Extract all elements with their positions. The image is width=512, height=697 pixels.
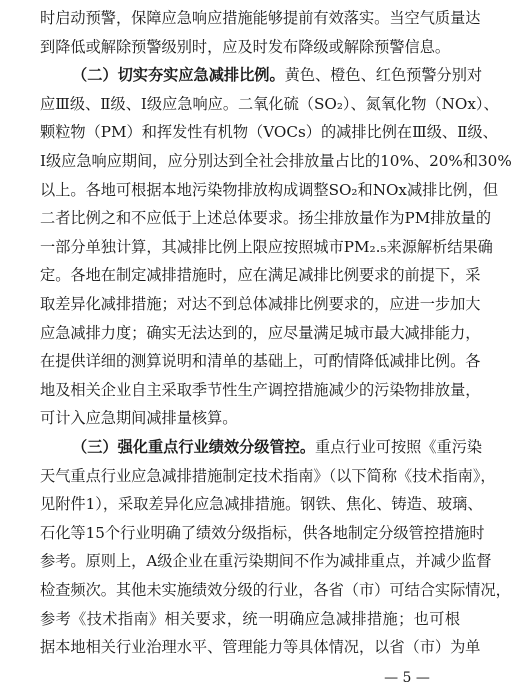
text-line: 颗粒物（PM）和挥发性有机物（VOCs）的减排比例在Ⅲ级、Ⅱ级、 (40, 123, 498, 142)
text-line: 应急减排力度；确实无法达到的，应尽量满足城市最大减排能力， (40, 323, 481, 342)
text-line: 检查频次。其他未实施绩效分级的行业，各省（市）可结合实际情况， (40, 581, 511, 599)
page-number-text: — 5 — (384, 670, 430, 686)
text-line: 见附件1），采取差异化应急减排措施。钢铁、焦化、铸造、玻璃、 (40, 495, 483, 514)
text-line: 到降低或解除预警级别时，应及时发布降级或解除预警信息。 (40, 37, 451, 56)
text-line: 在提供详细的测算说明和清单的基础上，可酌情降低减排比例。各 (40, 352, 481, 371)
text-line: 天气重点行业应急减排措施制定技术指南》（以下简称《技术指南》， (40, 466, 496, 485)
text-line: 取差异化减排措施；对达不到总体减排比例要求的，应进一步加大 (40, 295, 481, 313)
page-number (352, 668, 462, 688)
text-segment: 重点行业可按照《重污染 (315, 438, 483, 456)
text-line: 可计入应急期间减排量核算。 (40, 409, 238, 428)
text-line: 石化等15个行业明确了绩效分级指标，供各地制定分级管控措施时 (40, 523, 485, 542)
text-line: 参考。原则上，A级企业在重污染期间不作为减排重点，并减少监督 (40, 552, 492, 571)
text-line (72, 435, 483, 459)
text-line: 参考《技术指南》相关要求，统一明确应急减排措施；也可根 (40, 609, 460, 628)
text-line: 据本地相关行业治理水平、管理能力等具体情况，以省（市）为单 (40, 638, 481, 657)
section-heading: （三）强化重点行业绩效分级管控。 (72, 438, 315, 456)
text-line: 应Ⅲ级、Ⅱ级、Ⅰ级应急响应。二氧化硫（SO₂）、氮氧化物（NOx）、 (40, 94, 499, 113)
text-line: Ⅰ级应急响应期间，应分别达到全社会排放量占比的10%、20%和30% (40, 152, 512, 170)
text-line: 时启动预警，保障应急响应措施能够提前有效落实。当空气质量达 (40, 9, 481, 27)
text-line: 一部分单独计算，其减排比例上限应按照城市PM₂.₅来源解析结果确 (40, 237, 493, 256)
text-line: 定。各地在制定减排措施时，应在满足减排比例要求的前提下，采 (40, 266, 481, 285)
text-line: 二者比例之和不应低于上述总体要求。扬尘排放量作为PM排放量的 (40, 209, 492, 228)
section-heading: （二）切实夯实应急减排比例。 (72, 66, 285, 85)
text-line: 地及相关企业自主采取季节性生产调控措施减少的污染物排放量， (40, 380, 481, 399)
text-segment: 黄色、橙色、红色预警分别对 (284, 66, 483, 85)
text-line (72, 63, 483, 87)
text-line: 以上。各地可根据本地污染物排放构成调整SO₂和NOx减排比例，但 (40, 180, 499, 199)
